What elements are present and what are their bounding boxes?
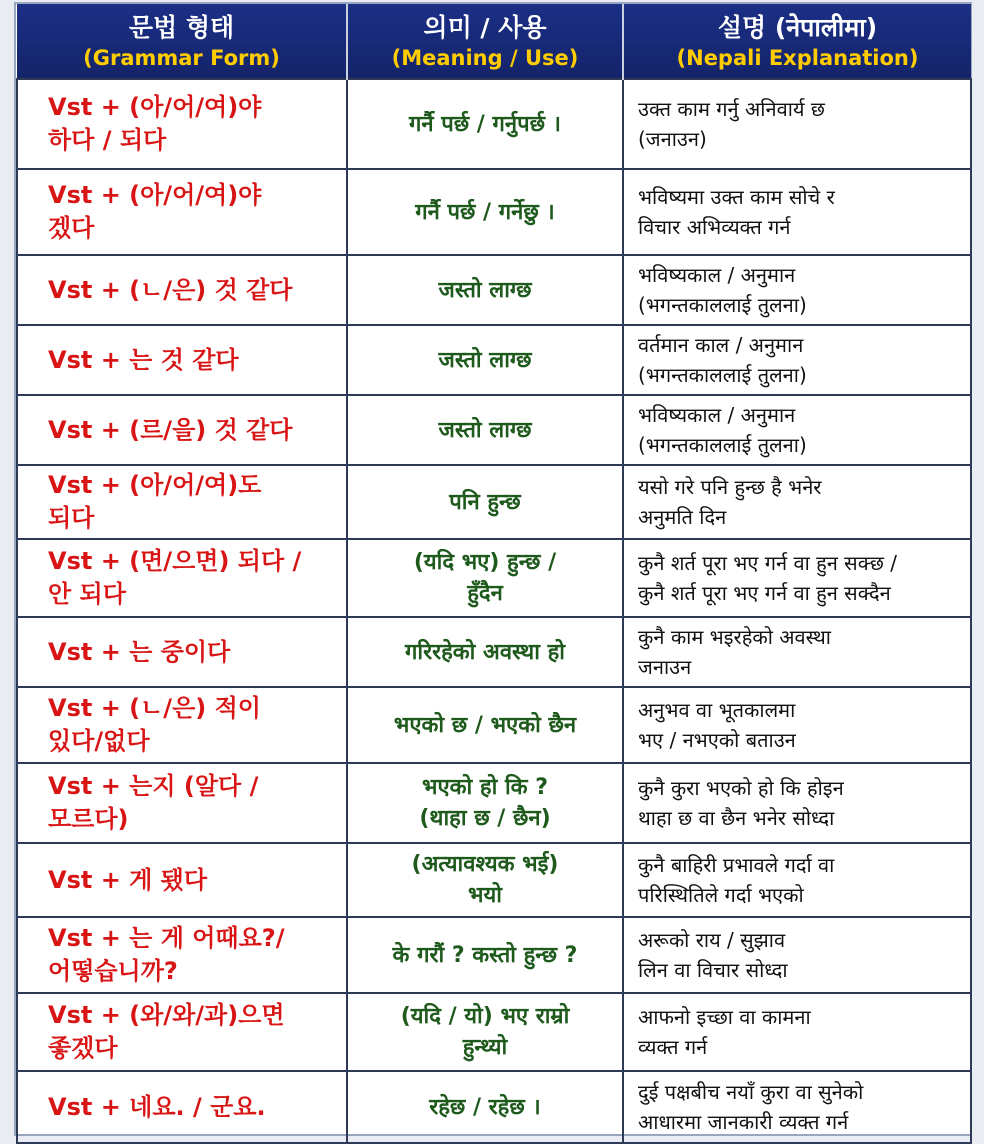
grammar-form-line: Vst + (아/어/여)야 — [48, 93, 262, 121]
explanation-line: भविष्यमा उक्त काम सोचे र — [638, 185, 835, 209]
grammar-form-cell — [17, 687, 347, 763]
meaning-cell — [347, 1071, 623, 1143]
header-explanation-subtitle: (Nepali Explanation) — [676, 46, 919, 70]
explanation-line: (भगन्तकाललाई तुलना) — [638, 433, 807, 457]
grammar-form-cell — [17, 79, 347, 169]
meaning-line: गर्नै पर्छ / गर्नेछु । — [415, 199, 555, 225]
grammar-form-line: Vst + (면/으면) 되다 / — [48, 547, 302, 575]
meaning-cell — [347, 617, 623, 687]
table-row — [17, 465, 971, 539]
table-row — [17, 79, 971, 169]
grammar-form-line: 있다/없다 — [48, 727, 150, 755]
explanation-line: उक्त काम गर्नु अनिवार्य छ — [638, 97, 825, 121]
meaning-line: रहेछ / रहेछ । — [429, 1094, 541, 1120]
grammar-form-cell — [17, 325, 347, 395]
grammar-form-cell — [17, 169, 347, 255]
explanation-cell — [623, 993, 971, 1071]
meaning-line: जस्तो लाग्छ — [438, 347, 532, 373]
explanation-line: भविष्यकाल / अनुमान — [638, 263, 796, 287]
explanation-cell — [623, 917, 971, 993]
grammar-form-line: Vst + 는 게 어때요?/ — [48, 924, 285, 952]
grammar-form-cell — [17, 1071, 347, 1143]
grammar-form-cell — [17, 763, 347, 843]
header-meaning-subtitle: (Meaning / Use) — [391, 46, 579, 70]
table-row — [17, 1071, 971, 1143]
meaning-line: गरिरहेको अवस्था हो — [405, 639, 565, 665]
table-row — [17, 843, 971, 917]
meaning-cell — [347, 79, 623, 169]
grammar-form-cell — [17, 917, 347, 993]
explanation-line: अनुमति दिन — [638, 505, 727, 529]
grammar-form-cell — [17, 993, 347, 1071]
table-row — [17, 539, 971, 617]
explanation-cell — [623, 1071, 971, 1143]
grammar-form-cell — [17, 255, 347, 325]
table-row — [17, 255, 971, 325]
grammar-form-line: 안 되다 — [48, 580, 126, 608]
grammar-form-cell — [17, 539, 347, 617]
explanation-line: अनुभव वा भूतकालमा — [638, 698, 796, 722]
grammar-table-container — [14, 2, 972, 1136]
grammar-form-line: 하다 / 되다 — [48, 126, 167, 154]
explanation-line: कुनै बाहिरी प्रभावले गर्दा वा — [638, 853, 835, 877]
explanation-line: वर्तमान काल / अनुमान — [638, 333, 804, 357]
table-row — [17, 763, 971, 843]
explanation-line: कुनै शर्त पूरा भए गर्न वा हुन सक्दैन — [638, 581, 891, 605]
meaning-cell — [347, 993, 623, 1071]
explanation-line: कुनै शर्त पूरा भए गर्न वा हुन सक्छ / — [638, 551, 897, 575]
table-row — [17, 169, 971, 255]
explanation-line: कुनै कुरा भएको हो कि होइन — [638, 776, 844, 800]
meaning-line: हुन्थ्यो — [462, 1035, 508, 1060]
explanation-line: यसो गरे पनि हुन्छ है भनेर — [638, 475, 822, 499]
table-row — [17, 617, 971, 687]
grammar-form-line: Vst + (와/와/과)으면 — [48, 1001, 285, 1029]
explanation-cell — [623, 79, 971, 169]
table-header-row — [17, 4, 971, 79]
grammar-form-line: Vst + (ㄴ/은) 것 같다 — [48, 275, 293, 304]
explanation-line: अरूको राय / सुझाव — [638, 928, 786, 952]
meaning-line: जस्तो लाग्छ — [438, 417, 532, 443]
explanation-line: कुनै काम भइरहेको अवस्था — [638, 625, 831, 649]
meaning-cell — [347, 395, 623, 465]
explanation-line: जनाउन — [638, 655, 692, 679]
meaning-cell — [347, 687, 623, 763]
header-explanation-title: 설명 (नेपालीमा) — [717, 13, 878, 42]
grammar-form-line: 어떻습니까? — [48, 957, 178, 985]
explanation-cell — [623, 843, 971, 917]
meaning-line: (अत्यावश्यक भई) — [411, 852, 559, 877]
meaning-cell — [347, 843, 623, 917]
grammar-form-line: 좋겠다 — [48, 1034, 118, 1062]
explanation-cell — [623, 465, 971, 539]
explanation-cell — [623, 169, 971, 255]
grammar-form-line: Vst + (아/어/여)야 — [48, 181, 262, 209]
grammar-table — [16, 4, 972, 1144]
header-meaning — [347, 4, 623, 79]
grammar-form-line: Vst + 는 것 같다 — [48, 345, 239, 374]
grammar-form-line: 되다 — [48, 504, 95, 532]
grammar-form-line: 겠다 — [48, 214, 95, 242]
explanation-line: व्यक्त गर्न — [638, 1035, 708, 1059]
meaning-line: भएको छ / भएको छैन — [393, 712, 577, 738]
table-row — [17, 687, 971, 763]
grammar-form-line: Vst + (르/을) 것 같다 — [48, 415, 293, 444]
meaning-line: जस्तो लाग्छ — [438, 277, 532, 303]
meaning-line: गर्नै पर्छ / गर्नुपर्छ । — [408, 111, 562, 137]
header-form-title: 문법 형태 — [128, 13, 235, 42]
explanation-line: (जनाउन) — [638, 127, 707, 151]
explanation-cell — [623, 539, 971, 617]
explanation-line: दुई पक्षबीच नयाँ कुरा वा सुनेको — [638, 1080, 864, 1104]
explanation-line: भविष्यकाल / अनुमान — [638, 403, 796, 427]
explanation-line: भए / नभएको बताउन — [638, 728, 796, 752]
meaning-cell — [347, 169, 623, 255]
meaning-cell — [347, 917, 623, 993]
grammar-form-line: Vst + (ㄴ/은) 적이 — [48, 694, 261, 722]
meaning-line: पनि हुन्छ — [449, 489, 521, 515]
meaning-line: भयो — [468, 883, 502, 908]
grammar-form-line: Vst + 네요. / 군요. — [48, 1092, 266, 1121]
grammar-form-cell — [17, 465, 347, 539]
meaning-line: भएको हो कि ? — [422, 775, 548, 800]
explanation-line: आफनो इच्छा वा कामना — [638, 1005, 811, 1029]
header-grammar-form — [17, 4, 347, 79]
grammar-form-line: Vst + (아/어/여)도 — [48, 471, 262, 499]
explanation-cell — [623, 617, 971, 687]
grammar-form-line: Vst + 게 됐다 — [48, 865, 208, 894]
grammar-form-line: Vst + 는 중이다 — [48, 637, 231, 666]
explanation-line: (भगन्तकाललाई तुलना) — [638, 363, 807, 387]
header-form-subtitle: (Grammar Form) — [83, 46, 280, 70]
meaning-cell — [347, 539, 623, 617]
explanation-line: लिन वा विचार सोध्दा — [638, 958, 788, 982]
explanation-line: विचार अभिव्यक्त गर्न — [638, 215, 791, 239]
table-row — [17, 993, 971, 1071]
table-row — [17, 917, 971, 993]
explanation-line: आधारमा जानकारी व्यक्त गर्न — [638, 1110, 849, 1134]
meaning-line: हुँदैन — [467, 581, 503, 606]
grammar-form-cell — [17, 617, 347, 687]
table-row — [17, 325, 971, 395]
meaning-cell — [347, 465, 623, 539]
table-row — [17, 395, 971, 465]
explanation-line: (भगन्तकाललाई तुलना) — [638, 293, 807, 317]
explanation-cell — [623, 325, 971, 395]
explanation-cell — [623, 687, 971, 763]
meaning-line: के गरौं ? कस्तो हुन्छ ? — [392, 942, 578, 968]
header-meaning-title: 의미 / 사용 — [423, 13, 547, 42]
explanation-line: थाहा छ वा छैन भनेर सोध्दा — [638, 806, 835, 830]
meaning-line: (थाहा छ / छैन) — [419, 806, 551, 831]
header-explanation — [623, 4, 971, 79]
grammar-form-cell — [17, 843, 347, 917]
grammar-form-line: 모르다) — [48, 805, 129, 833]
grammar-form-cell — [17, 395, 347, 465]
explanation-cell — [623, 763, 971, 843]
explanation-cell — [623, 395, 971, 465]
meaning-line: (यदि / यो) भए राम्रो — [400, 1004, 570, 1029]
grammar-form-line: Vst + 는지 (알다 / — [48, 772, 259, 800]
explanation-cell — [623, 255, 971, 325]
explanation-line: परिस्थितिले गर्दा भएको — [638, 883, 804, 907]
meaning-cell — [347, 763, 623, 843]
meaning-cell — [347, 255, 623, 325]
meaning-cell — [347, 325, 623, 395]
meaning-line: (यदि भए) हुन्छ / — [413, 550, 557, 575]
